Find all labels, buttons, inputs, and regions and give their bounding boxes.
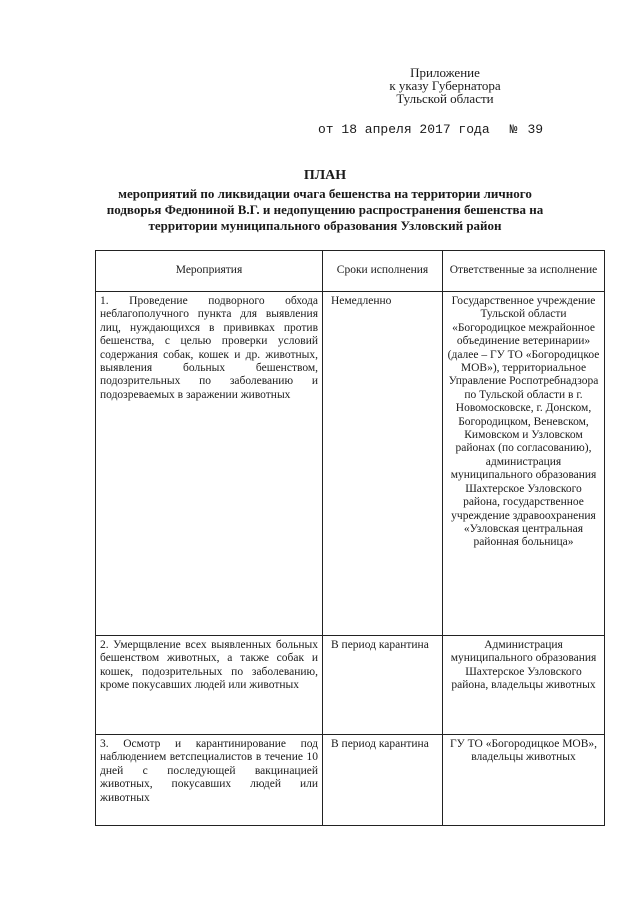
table-row xyxy=(96,292,605,636)
document-title xyxy=(90,168,560,234)
table-row xyxy=(96,636,605,735)
table-header-row xyxy=(96,251,605,292)
decree-line xyxy=(318,122,543,137)
responsible-cell: Администрация муниципального образования Шахтерское Узловского района, владельцы животных xyxy=(443,636,605,735)
measure-cell: 3. Осмотр и карантинирование под наблюдением ветспециалистов в течение 10 дней с последующей вакцинацией животных, покусавших людей или животных xyxy=(96,735,323,826)
column-header-measures: Мероприятия xyxy=(96,251,323,292)
appendix-line-3: Тульской области xyxy=(396,91,494,106)
measures-table xyxy=(95,250,605,826)
number-sign: № xyxy=(509,122,518,137)
measure-cell: 1. Проведение подворного обхода неблагополучного пункта для выявления лиц, нуждающихся в прививках против бешенства, с целью проверки условий содержания собак, кошек и др. животных, выявления больных бешенством, подозрительных по заболеванию и подозреваемых в заражении животных xyxy=(96,292,323,636)
plan-heading: ПЛАН xyxy=(303,168,347,183)
decree-number: 39 xyxy=(527,122,544,137)
column-header-responsible: Ответственные за исполнение xyxy=(443,251,605,292)
plan-subtitle: мероприятий по ликвидации очага бешенства на территории личного подворья Федюниной В.Г. и недопущению распространения бешенства на территории муниципального образования Узловский район xyxy=(106,186,544,233)
table-row xyxy=(96,735,605,826)
responsible-cell: Государственное учреждение Тульской области «Богородицкое межрайонное объединение ветеринарии» (далее – ГУ ТО «Богородицкое МОВ»), территориальное Управление Роспотребнадзора по Тульской области в г. Новомосковске, г. Донском, Богородицком, Веневском, Кимовском и Узловском районах (по согласованию), администрация муниципального образования Шахтерское Узловского района, государственное учреждение здравоохранения «Узловская центральная районная больница» xyxy=(443,292,605,636)
responsible-cell: ГУ ТО «Богородицкое МОВ», владельцы животных xyxy=(443,735,605,826)
appendix-line-1: Приложение xyxy=(410,65,480,80)
deadline-cell: Немедленно xyxy=(323,292,443,636)
measure-cell: 2. Умерщвление всех выявленных больных бешенством животных, а также собак и кошек, подозрительных по заболеванию, кроме покусавших людей или животных xyxy=(96,636,323,735)
column-header-deadline: Сроки исполнения xyxy=(323,251,443,292)
appendix-block xyxy=(360,66,530,105)
deadline-cell: В период карантина xyxy=(323,735,443,826)
appendix-line-2: к указу Губернатора xyxy=(389,78,501,93)
deadline-cell: В период карантина xyxy=(323,636,443,735)
decree-date: от 18 апреля 2017 года xyxy=(318,122,490,137)
